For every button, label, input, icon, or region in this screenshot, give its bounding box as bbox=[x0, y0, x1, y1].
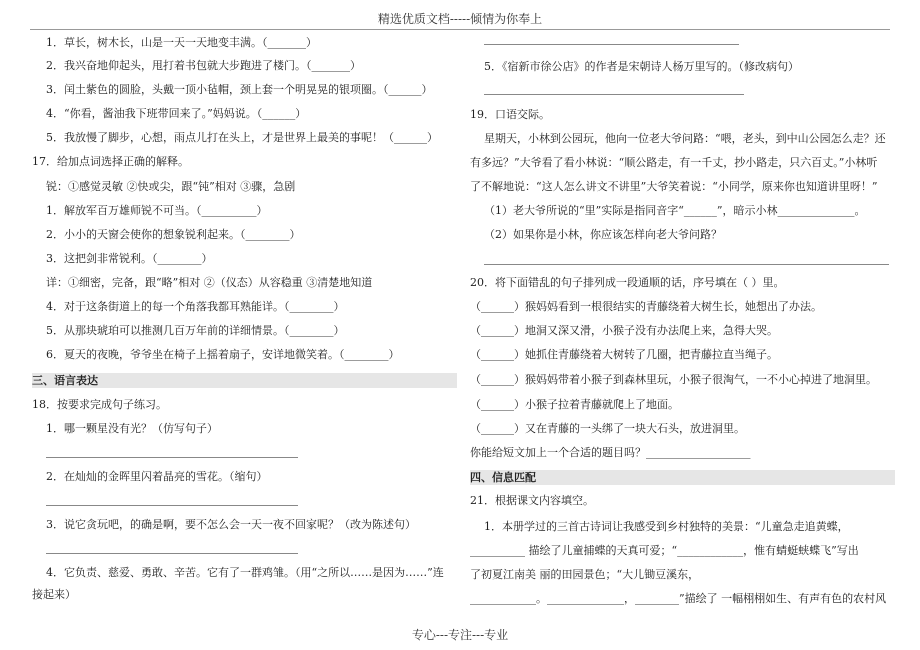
q17-rui-definitions: 锐：①感觉灵敏 ②快或尖，跟“钝”相对 ③骤，急剧 bbox=[46, 180, 296, 193]
q20-sentence-3: （______）她抓住青藤绕着大树转了几圈，把青藤拉直当绳子。 bbox=[470, 348, 778, 361]
q17-xiang-definitions: 详：①细密，完备，跟“略”相对 ②（仪态）从容稳重 ③清楚地知道 bbox=[46, 276, 373, 289]
q17-xiang-item-5: 5．从那块琥珀可以推测几百万年前的详细情景。（________） bbox=[46, 324, 345, 337]
q18-item-5: 5．《宿新市徐公店》的作者是宋朝诗人杨万里写的。（修改病句） bbox=[484, 60, 799, 73]
q16-item-3: 3．闰土紫色的圆脸，头戴一顶小毡帽，颈上套一个明晃晃的银项圈。（______） bbox=[46, 83, 433, 96]
answer-line-18-1[interactable] bbox=[46, 457, 298, 458]
q19-paragraph-line3: 了不解地说：“这人怎么讲文不讲里”大爷笑着说：“小同学，原来你也知道讲里呀！” bbox=[470, 180, 878, 193]
q17-rui-item-2: 2．小小的天窗会使你的想象锐利起来。（________） bbox=[46, 228, 301, 241]
answer-line-19[interactable] bbox=[484, 264, 889, 265]
section-4-heading: 四、信息匹配 bbox=[470, 470, 895, 485]
page-footer: 专心---专注---专业 bbox=[411, 628, 509, 642]
q21-line-1: 1．本册学过的三首古诗词让我感受到乡村独特的美景：“儿童急走追黄蝶， bbox=[484, 520, 849, 533]
q21-line-4: ____________。______________，________”描绘了 一幅栩栩如生、有声有色的农村风 bbox=[470, 592, 887, 605]
q20-sentence-5: （______）小猴子拉着青藤就爬上了地面。 bbox=[470, 398, 679, 411]
q19-paragraph-line2: 有多远？”大爷看了看小林说：“顺公路走，有一千丈，抄小路走，只六百丈。”小林听 bbox=[470, 156, 878, 169]
q19-paragraph-line1: 星期天，小林到公园玩，他向一位老大爷问路：“喂，老头，到中山公园怎么走？还 bbox=[484, 132, 886, 145]
q18-item-2: 2．在灿灿的金晖里闪着晶亮的雪花。（缩句） bbox=[46, 470, 268, 483]
q19-subquestion-1: （1）老大爷所说的“里”实际是指同音字“______”，暗示小林______________。 bbox=[484, 204, 866, 217]
q18-item-3: 3．说它贪玩吧，的确是啊，要不怎么会一天一夜不回家呢？（改为陈述句） bbox=[46, 518, 416, 531]
q20-title: 20．将下面错乱的句子排列成一段通顺的话，序号填在（ ）里。 bbox=[470, 276, 785, 289]
section-3-heading: 三、语言表达 bbox=[32, 373, 457, 388]
q20-title-question: 你能给短文加上一个合适的题目吗？___________________ bbox=[470, 446, 751, 459]
q16-item-5: 5．我放慢了脚步，心想，雨点儿打在头上，才是世界上最美的事呢！（______） bbox=[46, 131, 438, 144]
q20-sentence-4: （______）猴妈妈带着小猴子到森林里玩，小猴子很淘气，一不小心掉进了地洞里。 bbox=[470, 373, 877, 386]
q17-title: 17．给加点词选择正确的解释。 bbox=[32, 155, 189, 168]
header-divider bbox=[30, 29, 890, 30]
q16-item-2: 2．我兴奋地仰起头，甩打着书包就大步跑进了楼门。（_______） bbox=[46, 59, 361, 72]
q18-item-4-line1: 4．它负责、慈爱、勇敢、辛苦。它有了一群鸡雏。（用“之所以……是因为……”连 bbox=[46, 566, 444, 579]
q21-line-2: __________ 描绘了儿童捕蝶的天真可爱；“____________，惟有蜻蜓蛱蝶飞”写出 bbox=[470, 544, 859, 557]
q20-sentence-1: （______）猴妈妈看到一根很结实的青藤绕着大树生长，她想出了办法。 bbox=[470, 300, 822, 313]
q19-subquestion-2: （2）如果你是小林，你应该怎样向老大爷问路？ bbox=[484, 228, 722, 241]
q21-line-3: 了初夏江南美 丽的田园景色；“大儿锄豆溪东， bbox=[470, 568, 700, 581]
q16-item-1: 1．草长，树木长，山是一天一天地变丰满。（_______） bbox=[46, 36, 317, 49]
q20-sentence-6: （______）又在青藤的一头绑了一块大石头，放进洞里。 bbox=[470, 422, 745, 435]
q18-item-4-line2: 接起来） bbox=[32, 588, 76, 601]
q17-rui-item-3: 3．这把剑非常锐利。（________） bbox=[46, 252, 213, 265]
q16-item-4: 4．“你看，酱油我下班带回来了。”妈妈说。（______） bbox=[46, 107, 307, 120]
answer-line-18-3[interactable] bbox=[46, 553, 298, 554]
q18-title: 18．按要求完成句子练习。 bbox=[32, 398, 167, 411]
q17-xiang-item-4: 4．对于这条街道上的每一个角落我都耳熟能详。（________） bbox=[46, 300, 345, 313]
q18-item-1: 1．哪一颗星没有光？（仿写句子） bbox=[46, 422, 218, 435]
answer-line-18-2[interactable] bbox=[46, 505, 298, 506]
page-header: 精选优质文档-----倾情为你奉上 bbox=[377, 12, 543, 26]
q17-rui-item-1: 1．解放军百万雄师锐不可当。（__________） bbox=[46, 204, 268, 217]
q21-title: 21．根据课文内容填空。 bbox=[470, 494, 594, 507]
q20-sentence-2: （______）地洞又深又滑，小猴子没有办法爬上来，急得大哭。 bbox=[470, 324, 778, 337]
answer-line-18-5[interactable] bbox=[484, 94, 744, 95]
q19-title: 19．口语交际。 bbox=[470, 108, 550, 121]
answer-line-18-4[interactable] bbox=[484, 44, 739, 45]
q17-xiang-item-6: 6．夏天的夜晚，爷爷坐在椅子上摇着扇子，安详地微笑着。（________） bbox=[46, 348, 400, 361]
